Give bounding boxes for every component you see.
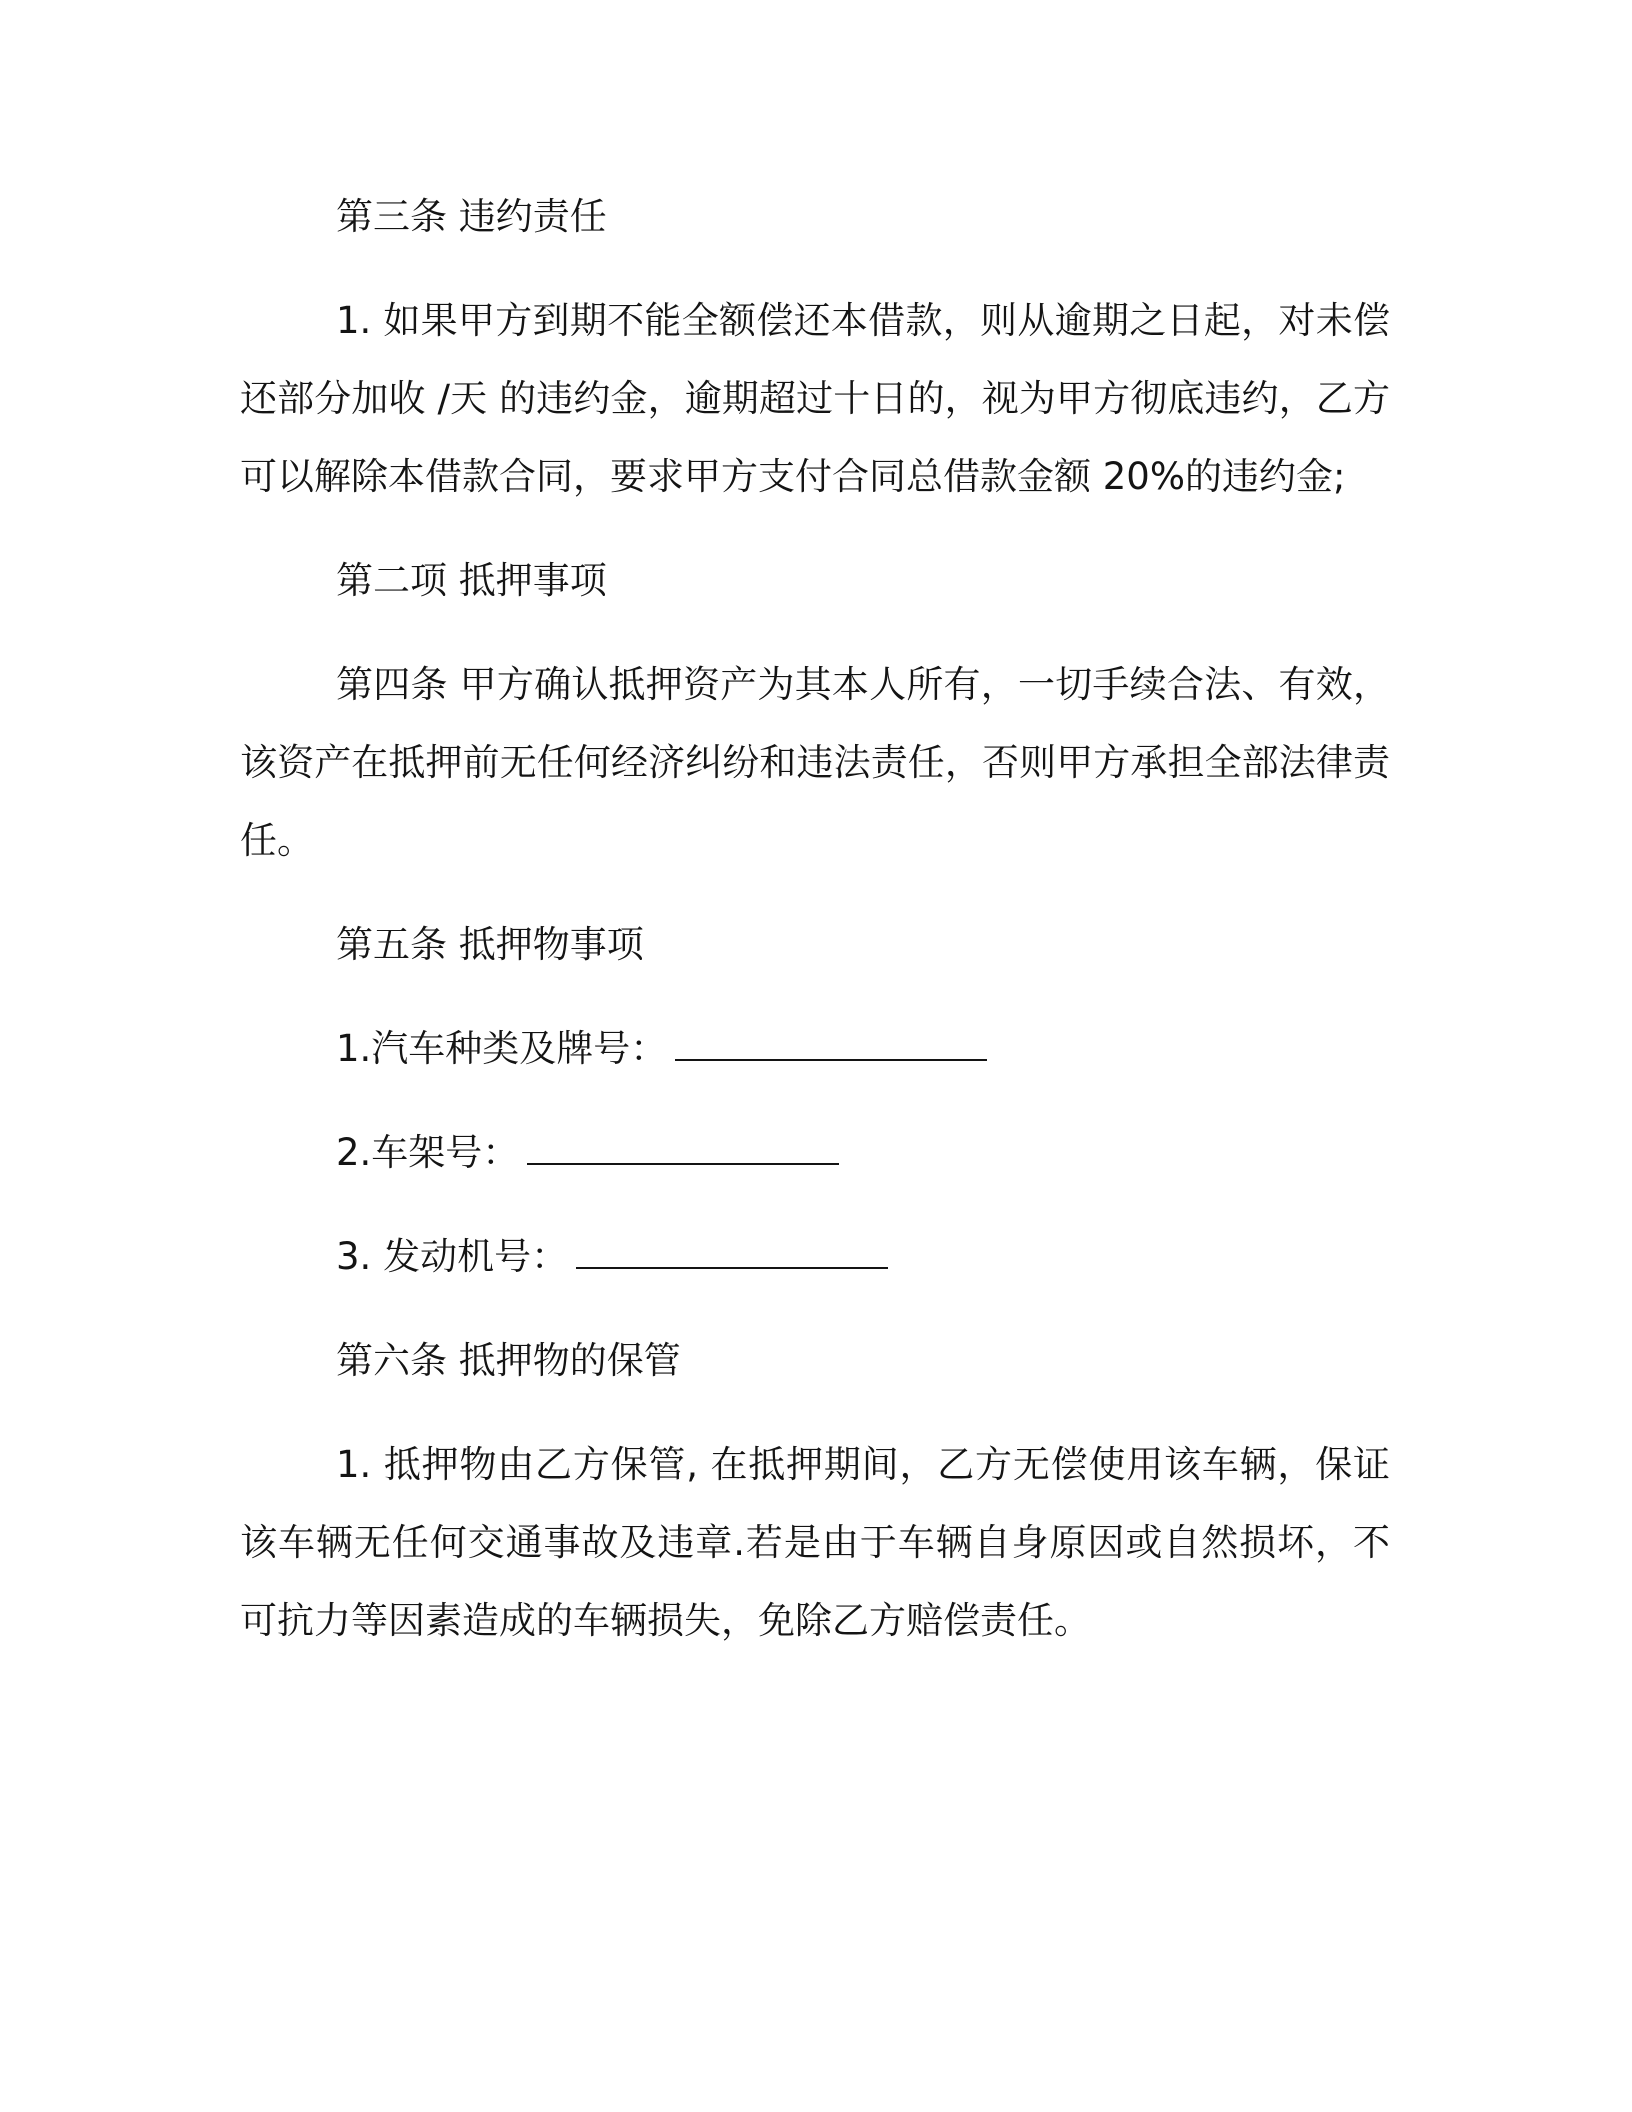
frame-number-blank: [527, 1133, 839, 1165]
engine-number-field: [240, 1218, 1390, 1296]
section-2-heading: 第二项 抵押事项: [336, 559, 607, 602]
article-6-heading: 第六条 抵押物的保管: [336, 1339, 681, 1382]
vehicle-type-plate-blank: [675, 1029, 987, 1061]
article-6-clause-1: 1. 抵押物由乙方保管, 在抵押期间，乙方无偿使用该车辆，保证该车辆无任何交通事故及违章.若是由于车辆自身原因或自然损坏，不可抗力等因素造成的车辆损失，免除乙方赔偿责任。: [240, 1443, 1390, 1642]
article-4-text: 第四条 甲方确认抵押资产为其本人所有，一切手续合法、有效，该资产在抵押前无任何经济纠纷和违法责任，否则甲方承担全部法律责任。: [240, 663, 1390, 862]
frame-number-label: 2.车架号：: [336, 1131, 520, 1174]
vehicle-type-plate-label: 1.汽车种类及牌号：: [336, 1027, 668, 1070]
engine-number-blank: [576, 1237, 888, 1269]
document-body: [240, 178, 1390, 1686]
frame-number-field: [240, 1114, 1390, 1192]
article-5-heading: 第五条 抵押物事项: [336, 923, 644, 966]
article-3-clause-1: 1. 如果甲方到期不能全额偿还本借款，则从逾期之日起，对未偿还部分加收 /天 的违约金，逾期超过十日的，视为甲方彻底违约，乙方可以解除本借款合同，要求甲方支付合同总借款金额 20%的违约金;: [240, 299, 1390, 498]
engine-number-label: 3. 发动机号：: [336, 1235, 569, 1278]
article-3-heading: 第三条 违约责任: [336, 195, 607, 238]
vehicle-type-plate-field: [240, 1010, 1390, 1088]
